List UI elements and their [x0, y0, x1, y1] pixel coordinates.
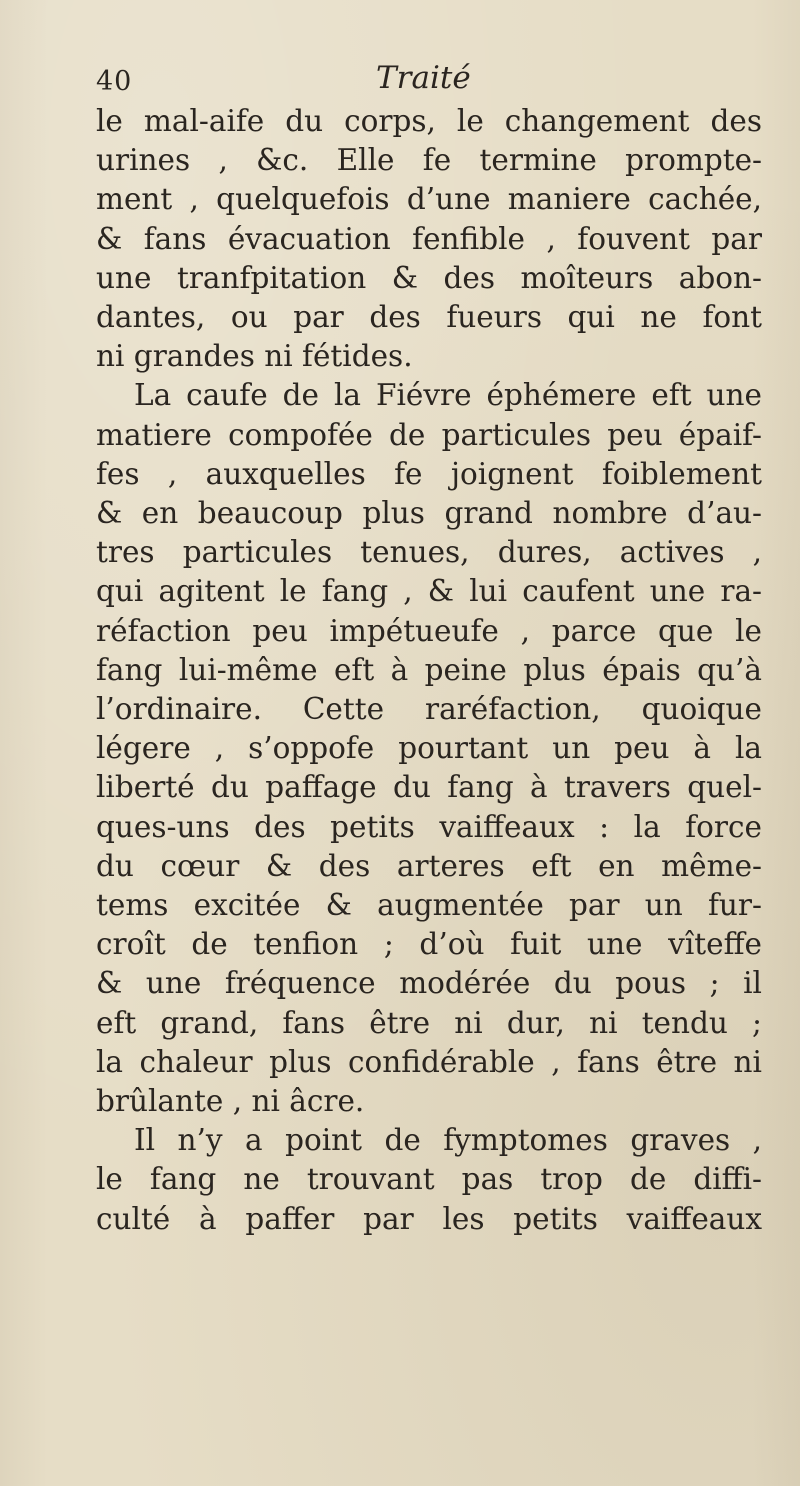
- text-line: & en beaucoup plus grand nombre d’au-: [96, 496, 762, 531]
- text-line: légere , s’oppofe pourtant un peu à la: [96, 731, 762, 766]
- text-line: réfaction peu impétueufe , parce que le: [96, 613, 762, 648]
- text-line: dantes, ou par des fueurs qui ne font: [96, 300, 762, 335]
- text-line: & fans évacuation fenfible , fouvent par: [96, 221, 762, 256]
- text-line: & une fréquence modérée du pous ; il: [96, 966, 762, 1001]
- running-title: Traité: [376, 60, 471, 96]
- text-line: une tranfpitation & des moîteurs abon-: [96, 260, 762, 295]
- text-line: culté à paffer par les petits vaiffeaux: [96, 1201, 762, 1236]
- paragraph-start-line: La caufe de la Fiévre éphémere eft une: [134, 378, 762, 413]
- text-line: le fang ne trouvant pas trop de diffi-: [96, 1162, 762, 1197]
- text-line: la chaleur plus confidérable , fans être ni: [96, 1044, 762, 1079]
- text-line: urines , &c. Elle fe termine prompte-: [96, 143, 762, 178]
- text-line: fang lui-même eft à peine plus épais qu’à: [96, 652, 762, 687]
- paragraph-start-line: Il n’y a point de fymptomes graves ,: [134, 1123, 762, 1158]
- text-line: ni grandes ni fétides.: [96, 339, 413, 374]
- text-line: ques-uns des petits vaiffeaux : la force: [96, 809, 762, 844]
- text-line: tems excitée & augmentée par un fur-: [96, 888, 762, 923]
- text-line: fes , auxquelles fe joignent foiblement: [96, 456, 762, 491]
- text-line: du cœur & des arteres eft en même-: [96, 848, 762, 883]
- text-line: l’ordinaire. Cette raréfaction, quoique: [96, 692, 762, 727]
- text-line: ment , quelquefois d’une maniere cachée,: [96, 182, 762, 217]
- running-head: [96, 60, 756, 106]
- text-line: brûlante , ni âcre.: [96, 1084, 365, 1119]
- text-line: matiere compofée de particules peu épaif-: [96, 417, 762, 452]
- text-line: tres particules tenues, dures, actives ,: [96, 535, 762, 570]
- page-number: 40: [96, 66, 133, 97]
- text-line: croît de tenfion ; d’où fuit une vîteffe: [96, 927, 762, 962]
- text-line: eft grand, fans être ni dur, ni tendu ;: [96, 1005, 762, 1040]
- body-text: [96, 102, 762, 1239]
- text-line: liberté du paffage du fang à travers quel-: [96, 770, 762, 805]
- text-line: qui agitent le fang , & lui caufent une ra-: [96, 574, 762, 609]
- text-line: le mal-aife du corps, le changement des: [96, 104, 762, 138]
